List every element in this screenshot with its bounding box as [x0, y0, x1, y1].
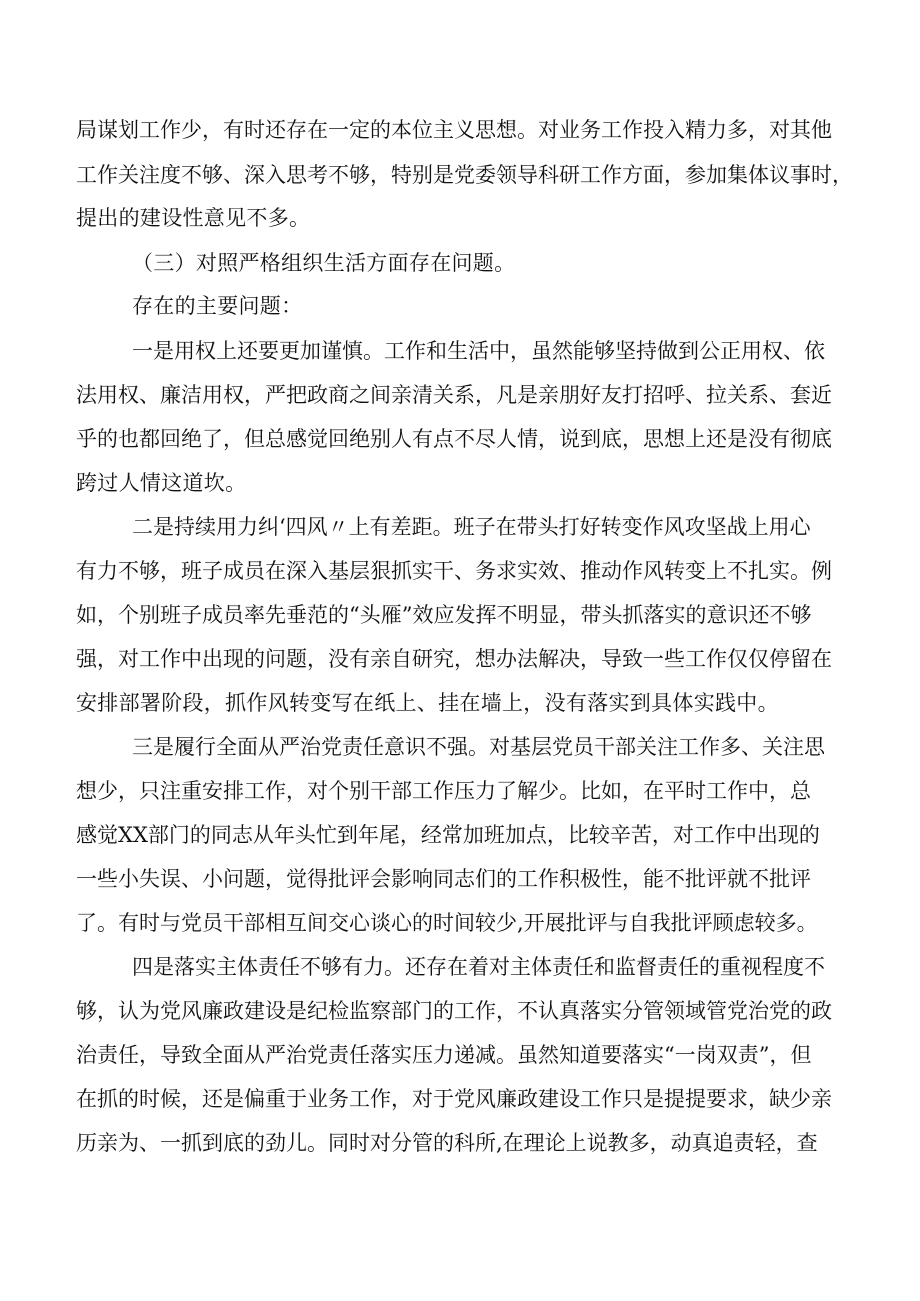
section-heading: （三）对照严格组织生活方面存在问题。 [132, 251, 516, 275]
text-line: 跨过人情这道坎。 [76, 471, 247, 495]
text-line: 提出的建设性意见不多。 [76, 206, 311, 230]
text-line: 一些小失误、小问题，觉得批评会影响同志们的工作积极性，能不批评就不批评 [76, 867, 811, 891]
text-line: 局谋划工作少，有时还存在一定的本位主义思想。对业务工作投入精力多，对其他 [76, 118, 832, 142]
text-line: 有力不够，班子成员在深入基层狠抓实干、务求实效、推动作风转变上不扎实。例 [76, 559, 832, 583]
text-line: 治责任，导致全面从严治党责任落实压力递减。虽然知道要落实“一岗双责”，但 [76, 1043, 812, 1067]
text-line: 法用权、廉洁用权，严把政商之间亲清关系，凡是亲朋好友打招呼、拉关系、套近 [76, 383, 832, 407]
text-line: 存在的主要问题： [132, 294, 303, 318]
text-line: 在抓的时候，还是偏重于业务工作，对于党风廉政建设工作只是提提要求，缺少亲 [76, 1087, 832, 1111]
text-line: 了。有时与党员干部相互间交心谈心的时间较少,开展批评与自我批评顾虑较多。 [76, 911, 818, 935]
text-line: 乎的也都回绝了，但总感觉回绝别人有点不尽人情，说到底，思想上还是没有彻底 [76, 427, 832, 451]
text-line: 感觉XX部门的同志从年头忙到年尾，经常加班加点，比较辛苦，对工作中出现的 [76, 823, 820, 847]
text-line: 三是履行全面从严治党责任意识不强。对基层党员干部关注工作多、关注思 [132, 735, 825, 759]
text-line: 强，对工作中出现的问题，没有亲自研究，想办法解决，导致一些工作仅仅停留在 [76, 647, 832, 671]
text-line: 二是持续用力纠‘四风〃上有差距。班子在带头打好转变作风攻坚战上用心 [132, 515, 811, 539]
text-line: 工作关注度不够、深入思考不够，特别是党委领导科研工作方面，参加集体议事时， [76, 163, 853, 187]
text-line: 历亲为、一抓到底的劲儿。同时对分管的科所,在理论上说教多，动真追责轻，查 [76, 1131, 818, 1155]
text-line: 如，个别班子成员率先垂范的“头雁”效应发挥不明显，带头抓落实的意识还不够 [76, 603, 812, 627]
text-line: 安排部署阶段，抓作风转变写在纸上、挂在墙上，没有落实到具体实践中。 [76, 691, 779, 715]
text-line: 四是落实主体责任不够有力。还存在着对主体责任和监督责任的重视程度不 [132, 955, 825, 979]
text-line: 想少，只注重安排工作，对个别干部工作压力了解少。比如，在平时工作中，总 [76, 779, 811, 803]
text-line: 一是用权上还要更加谨慎。工作和生活中，虽然能够坚持做到公正用权、依 [132, 339, 825, 363]
text-line: 够，认为党风廉政建设是纪检监察部门的工作，不认真落实分管领域管党治党的政 [76, 999, 832, 1023]
